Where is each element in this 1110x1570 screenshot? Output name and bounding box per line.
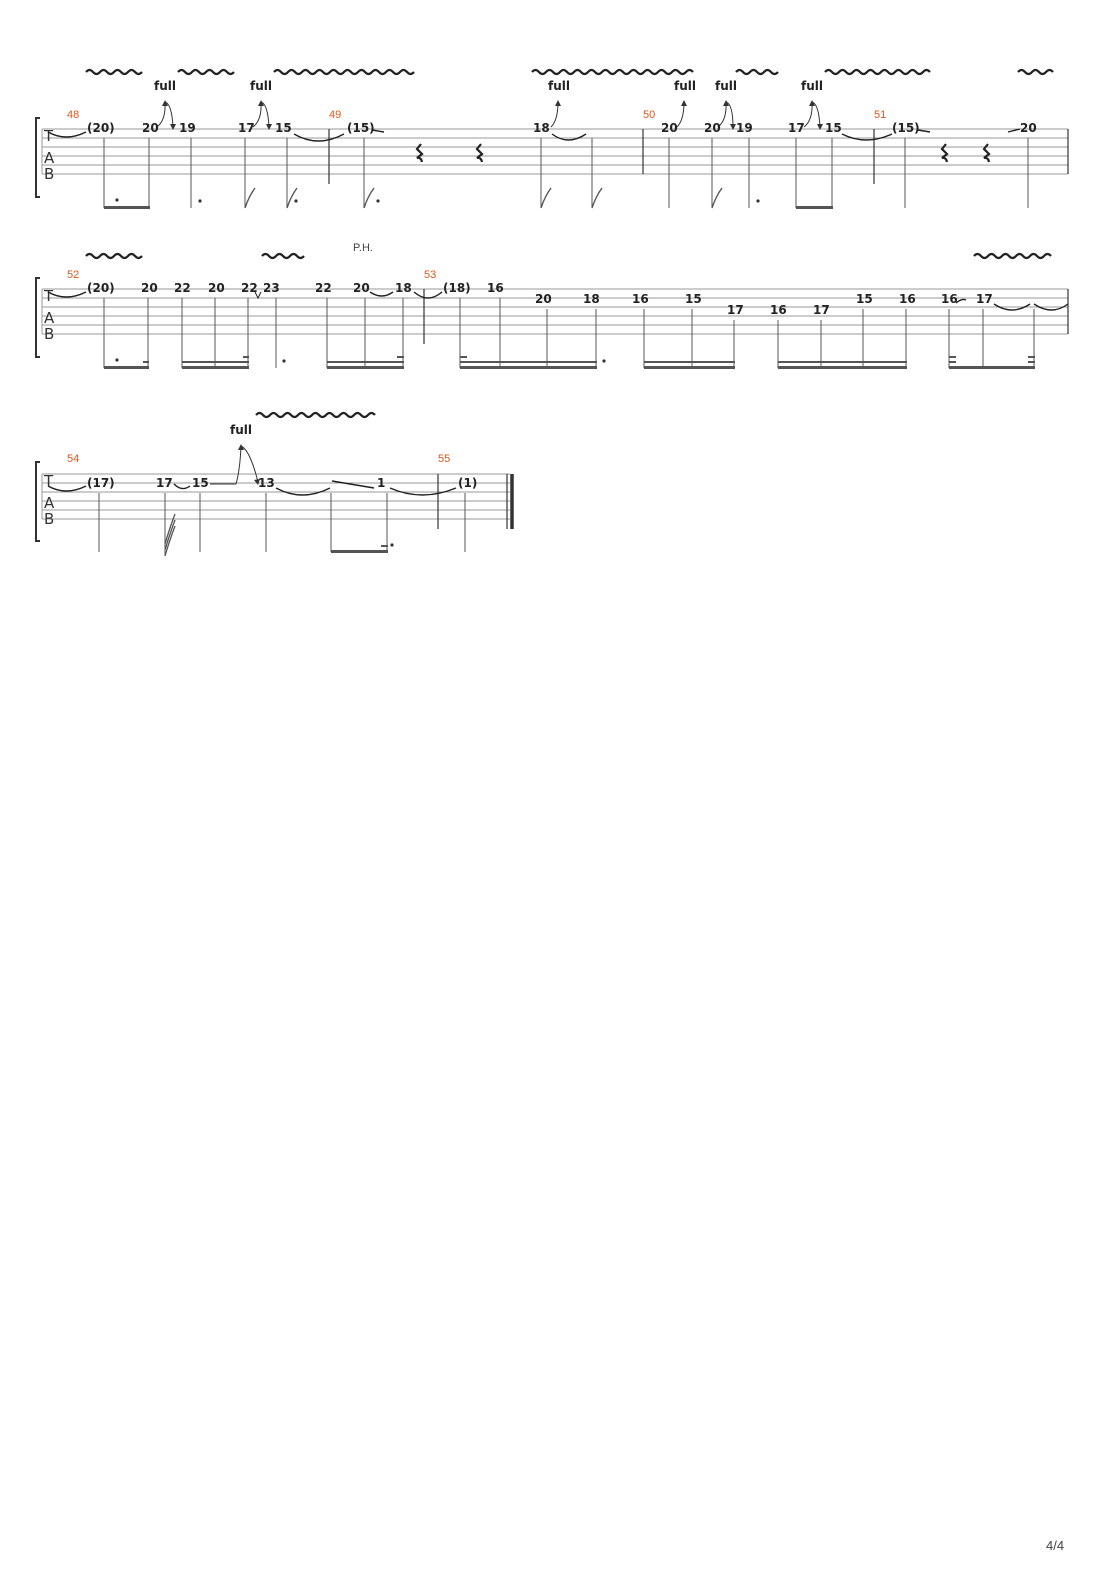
vibrato-icon <box>86 70 142 74</box>
fret-number: 16 <box>899 292 916 306</box>
fret-numbers <box>87 281 993 317</box>
fret-number: (1) <box>458 476 478 490</box>
rhythm-stems <box>104 138 1028 208</box>
tab-letter: B <box>44 325 55 343</box>
fret-number: 15 <box>856 292 873 306</box>
fret-number: (15) <box>892 121 920 135</box>
tab-letter: A <box>44 309 55 327</box>
vibrato-icon <box>274 70 414 74</box>
tab-letter: B <box>44 510 55 528</box>
flags <box>245 188 722 208</box>
vibrato-icon <box>86 254 142 258</box>
vibrato-icon <box>1018 70 1053 74</box>
bend-arrowheads <box>162 100 823 130</box>
pinch-harmonic-label: P.H. <box>353 242 373 254</box>
bend-label: full <box>674 79 696 93</box>
fret-number: 15 <box>685 292 702 306</box>
measure-number: 48 <box>67 109 80 121</box>
bend-label: full <box>250 79 272 93</box>
fret-number: 19 <box>179 121 196 135</box>
fret-number: (20) <box>87 121 115 135</box>
vibrato-icon <box>825 70 930 74</box>
fret-number: 1 <box>377 476 386 490</box>
system-bracket <box>36 118 40 197</box>
measure-number: 51 <box>874 109 887 121</box>
fret-number: 20 <box>661 121 678 135</box>
fret-number: 18 <box>395 281 412 295</box>
fret-number: 18 <box>583 292 600 306</box>
fret-number: 17 <box>788 121 805 135</box>
bend-arrows <box>210 446 258 484</box>
beams <box>104 356 1035 369</box>
fret-number: (18) <box>443 281 471 295</box>
tab-letter: A <box>44 494 55 512</box>
tab-letter: T <box>44 472 54 490</box>
fret-number: 15 <box>192 476 209 490</box>
measure-number: 49 <box>329 109 342 121</box>
fret-number: 22 <box>241 281 258 295</box>
fret-number: (17) <box>87 476 115 490</box>
measure-number: 52 <box>67 269 80 281</box>
fret-numbers <box>87 121 1037 135</box>
measure-number: 50 <box>643 109 656 121</box>
tab-letter: B <box>44 165 55 183</box>
fret-number: 13 <box>258 476 275 490</box>
fret-number: 17 <box>156 476 173 490</box>
system-bracket <box>36 462 40 541</box>
vibrato-markings <box>86 254 1051 258</box>
vibrato-icon <box>178 70 234 74</box>
fret-number: 17 <box>727 303 744 317</box>
measure-number: 54 <box>67 453 80 465</box>
beams <box>331 545 388 553</box>
bend-label: full <box>154 79 176 93</box>
fret-number: 19 <box>736 121 753 135</box>
page-number: 4/4 <box>1046 1538 1065 1553</box>
system-3 <box>36 413 512 556</box>
fret-number: 18 <box>533 121 550 135</box>
fret-number: 16 <box>632 292 649 306</box>
tab-letter: T <box>44 287 54 305</box>
fret-number: 15 <box>825 121 842 135</box>
vibrato-icon <box>974 254 1051 258</box>
vibrato-icon <box>736 70 778 74</box>
fret-number: 15 <box>275 121 292 135</box>
fret-number: 16 <box>941 292 958 306</box>
vibrato-icon <box>256 413 375 417</box>
vibrato-icon <box>262 254 304 258</box>
fret-number: 20 <box>535 292 552 306</box>
beams <box>104 206 833 209</box>
fret-number: 20 <box>1020 121 1037 135</box>
system-bracket <box>36 278 40 357</box>
fret-number: 20 <box>704 121 721 135</box>
tab-letter: A <box>44 149 55 167</box>
bend-label: full <box>715 79 737 93</box>
dots <box>390 543 393 546</box>
fret-number: 20 <box>208 281 225 295</box>
vibrato-markings <box>86 70 1053 74</box>
fret-number: 17 <box>813 303 830 317</box>
fret-number: 23 <box>263 281 280 295</box>
bend-label: full <box>801 79 823 93</box>
measure-number: 53 <box>424 269 437 281</box>
fret-number: 16 <box>770 303 787 317</box>
system-2 <box>36 242 1068 369</box>
fret-number: (20) <box>87 281 115 295</box>
fret-number: 17 <box>238 121 255 135</box>
fret-number: 16 <box>487 281 504 295</box>
tab-letter: T <box>44 127 54 145</box>
measure-number: 55 <box>438 453 451 465</box>
bend-label: full <box>230 423 252 437</box>
system-1 <box>36 70 1068 209</box>
fret-number: 17 <box>976 292 993 306</box>
fret-number: (15) <box>347 121 375 135</box>
fret-number: 20 <box>142 121 159 135</box>
fret-number: 22 <box>315 281 332 295</box>
rhythm-stems <box>99 493 465 556</box>
vibrato-icon <box>532 70 693 74</box>
fret-number: 22 <box>174 281 191 295</box>
fret-number: 20 <box>353 281 370 295</box>
fret-number: 20 <box>141 281 158 295</box>
dots <box>115 198 759 202</box>
tremolo-flags <box>165 514 175 556</box>
bend-label: full <box>548 79 570 93</box>
